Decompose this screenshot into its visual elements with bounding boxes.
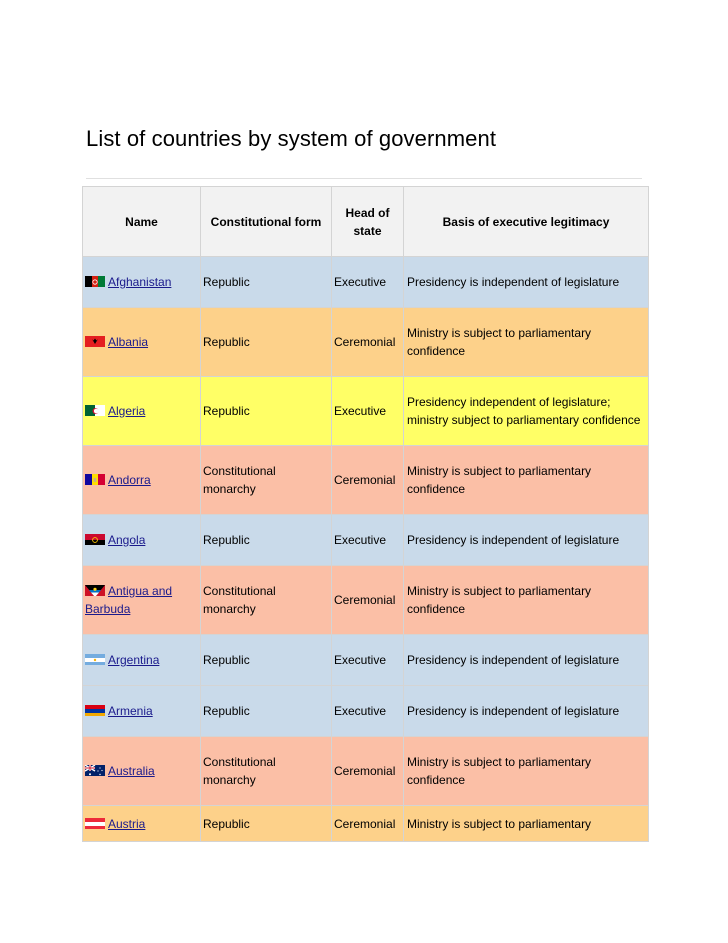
country-link[interactable]: Austria bbox=[108, 816, 146, 831]
basis-cell: Presidency is independent of legislature bbox=[404, 515, 649, 566]
form-cell: Republic bbox=[201, 806, 332, 842]
country-cell bbox=[83, 806, 201, 842]
table-row bbox=[83, 308, 649, 377]
basis-cell: Ministry is subject to parliamentary confidence bbox=[404, 566, 649, 635]
basis-cell: Presidency is independent of legislature bbox=[404, 686, 649, 737]
basis-cell: Ministry is subject to parliamentary confidence bbox=[404, 446, 649, 515]
page-title: List of countries by system of government bbox=[86, 126, 497, 151]
table-header-row bbox=[83, 187, 649, 257]
country-link[interactable]: Angola bbox=[108, 533, 146, 547]
head-cell: Ceremonial bbox=[332, 308, 404, 377]
column-header-basis[interactable]: Basis of executive legitimacy bbox=[404, 187, 649, 257]
column-header-head-of-state[interactable]: Head of state bbox=[332, 187, 404, 257]
basis-cell: Presidency independent of legislature; ministry subject to parliamentary confidence bbox=[404, 377, 649, 446]
country-cell bbox=[83, 686, 201, 737]
basis-cell: Ministry is subject to parliamentary confidence bbox=[404, 308, 649, 377]
basis-cell: Presidency is independent of legislature bbox=[404, 635, 649, 686]
country-link[interactable]: Australia bbox=[108, 764, 155, 778]
table-row bbox=[83, 635, 649, 686]
table-row bbox=[83, 686, 649, 737]
form-cell: Constitutional monarchy bbox=[201, 566, 332, 635]
table-row bbox=[83, 515, 649, 566]
angola-flag-icon bbox=[85, 533, 105, 545]
head-cell: Ceremonial bbox=[332, 737, 404, 806]
table-row bbox=[83, 806, 649, 842]
column-header-form[interactable]: Constitutional form bbox=[201, 187, 332, 257]
head-cell: Executive bbox=[332, 515, 404, 566]
form-cell: Constitutional monarchy bbox=[201, 737, 332, 806]
head-cell: Executive bbox=[332, 257, 404, 308]
argentina-flag-icon bbox=[85, 653, 105, 665]
column-header-name[interactable]: Name bbox=[83, 187, 201, 257]
basis-cell: Presidency is independent of legislature bbox=[404, 257, 649, 308]
country-link[interactable]: Algeria bbox=[108, 404, 146, 418]
country-link[interactable]: Antigua and Barbuda bbox=[85, 584, 173, 616]
head-cell: Executive bbox=[332, 377, 404, 446]
form-cell: Republic bbox=[201, 377, 332, 446]
head-cell: Executive bbox=[332, 635, 404, 686]
form-cell: Republic bbox=[201, 257, 332, 308]
country-cell bbox=[83, 515, 201, 566]
country-cell bbox=[83, 446, 201, 515]
country-cell bbox=[83, 377, 201, 446]
country-link[interactable]: Albania bbox=[108, 335, 149, 349]
table-row bbox=[83, 377, 649, 446]
armenia-flag-icon bbox=[85, 704, 105, 716]
basis-cell: Ministry is subject to parliamentary bbox=[404, 806, 649, 842]
head-cell: Ceremonial bbox=[332, 806, 404, 842]
form-cell: Republic bbox=[201, 515, 332, 566]
afghanistan-flag-icon bbox=[85, 275, 105, 287]
table-row bbox=[83, 737, 649, 806]
antigua-and-barbuda-flag-icon bbox=[85, 584, 105, 596]
country-link[interactable]: Andorra bbox=[108, 473, 151, 487]
government-table bbox=[82, 186, 649, 842]
country-cell bbox=[83, 257, 201, 308]
form-cell: Republic bbox=[201, 686, 332, 737]
country-cell bbox=[83, 308, 201, 377]
country-cell bbox=[83, 737, 201, 806]
country-cell bbox=[83, 566, 201, 635]
albania-flag-icon bbox=[85, 335, 105, 347]
algeria-flag-icon bbox=[85, 404, 105, 416]
title-divider bbox=[86, 178, 642, 179]
country-cell bbox=[83, 635, 201, 686]
table-row bbox=[83, 566, 649, 635]
basis-cell: Ministry is subject to parliamentary confidence bbox=[404, 737, 649, 806]
australia-flag-icon bbox=[85, 764, 105, 776]
country-link[interactable]: Armenia bbox=[108, 704, 153, 718]
table-row bbox=[83, 257, 649, 308]
head-cell: Executive bbox=[332, 686, 404, 737]
country-link[interactable]: Argentina bbox=[108, 653, 160, 667]
austria-flag-icon bbox=[85, 817, 105, 829]
form-cell: Republic bbox=[201, 308, 332, 377]
form-cell: Republic bbox=[201, 635, 332, 686]
form-cell: Constitutional monarchy bbox=[201, 446, 332, 515]
andorra-flag-icon bbox=[85, 473, 105, 485]
head-cell: Ceremonial bbox=[332, 446, 404, 515]
head-cell: Ceremonial bbox=[332, 566, 404, 635]
table-row bbox=[83, 446, 649, 515]
country-link[interactable]: Afghanistan bbox=[108, 275, 172, 289]
